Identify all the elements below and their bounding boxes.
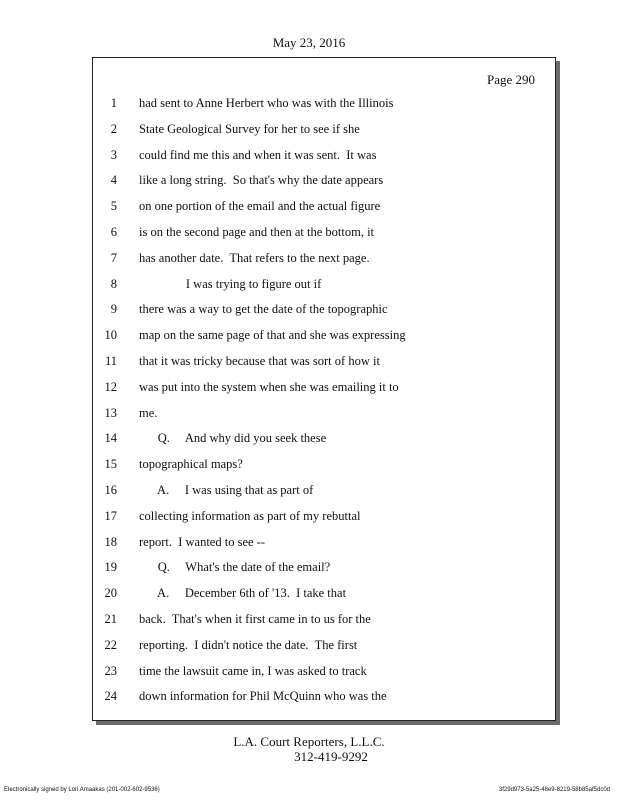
court-reporter-phone: 312-419-9292	[294, 749, 368, 764]
line-number: 7	[110, 250, 117, 265]
line-number: 22	[104, 637, 117, 652]
transcript-line	[93, 222, 555, 248]
page-number: Page 290	[486, 72, 535, 87]
header-date: May 23, 2016	[272, 35, 346, 50]
line-text: is on the second page and then at the bottom, it	[139, 224, 375, 239]
line-number: 4	[110, 173, 117, 188]
line-number: 24	[104, 689, 117, 704]
line-number: 21	[104, 611, 117, 626]
transcript-line	[93, 93, 555, 119]
line-text: back. That's when it first came in to us for the	[139, 611, 371, 626]
line-number: 14	[104, 431, 117, 446]
line-text: like a long string. So that's why the date appears	[139, 173, 384, 188]
line-text: report. I wanted to see --	[139, 534, 265, 549]
line-text: Q. And why did you seek these	[139, 431, 327, 446]
line-text: there was a way to get the date of the topographic	[139, 302, 388, 317]
line-text: on one portion of the email and the actual figure	[139, 199, 381, 214]
transcript-line	[93, 377, 555, 403]
transcript-page	[92, 57, 556, 721]
line-text: has another date. That refers to the next page.	[139, 250, 370, 265]
line-text: I was trying to figure out if	[139, 276, 322, 291]
transcript-line	[93, 351, 555, 377]
line-number: 15	[104, 457, 117, 472]
court-reporter-name: L.A. Court Reporters, L.L.C.	[233, 734, 385, 749]
transcript-line	[93, 248, 555, 274]
transcript-lines	[93, 93, 555, 712]
line-text: A. December 6th of '13. I take that	[139, 586, 347, 601]
line-text: me.	[139, 405, 158, 420]
transcript-line	[93, 583, 555, 609]
document-id: 3f29d973-5a25-48e9-8219-58b85af5dc0d	[498, 787, 610, 793]
line-number: 16	[104, 482, 117, 497]
transcript-line	[93, 506, 555, 532]
line-number: 9	[110, 302, 117, 317]
line-number: 19	[104, 560, 117, 575]
line-text: that it was tricky because that was sort of how it	[139, 353, 380, 368]
line-number: 20	[104, 586, 117, 601]
line-text: topographical maps?	[139, 457, 243, 472]
line-text: map on the same page of that and she was expressing	[139, 328, 406, 343]
line-number: 3	[110, 147, 117, 162]
transcript-line	[93, 119, 555, 145]
transcript-line	[93, 557, 555, 583]
footer	[0, 734, 618, 764]
transcript-line	[93, 299, 555, 325]
transcript-line	[93, 635, 555, 661]
line-number: 6	[110, 224, 117, 239]
transcript-line	[93, 428, 555, 454]
transcript-line	[93, 686, 555, 712]
transcript-line	[93, 532, 555, 558]
line-number: 10	[104, 328, 117, 343]
transcript-line	[93, 454, 555, 480]
line-text: had sent to Anne Herbert who was with the Illinois	[139, 96, 394, 110]
transcript-line	[93, 274, 555, 300]
line-text: State Geological Survey for her to see if she	[139, 121, 360, 136]
line-number: 12	[104, 379, 117, 394]
line-number: 1	[110, 96, 117, 110]
transcript-line	[93, 609, 555, 635]
line-number: 23	[104, 663, 117, 678]
line-text: Q. What's the date of the email?	[139, 560, 331, 575]
line-number: 18	[104, 534, 117, 549]
transcript-line	[93, 145, 555, 171]
transcript-line	[93, 480, 555, 506]
line-text: A. I was using that as part of	[139, 482, 314, 497]
line-text: collecting information as part of my rebuttal	[139, 508, 361, 523]
transcript-line	[93, 170, 555, 196]
line-text: time the lawsuit came in, I was asked to track	[139, 663, 367, 678]
line-text: could find me this and when it was sent. It was	[139, 147, 377, 162]
transcript-line	[93, 325, 555, 351]
line-number: 5	[110, 199, 117, 214]
transcript-line	[93, 196, 555, 222]
transcript-line	[93, 403, 555, 429]
line-text: was put into the system when she was emailing it to	[139, 379, 399, 394]
line-number: 8	[110, 276, 117, 291]
line-number: 17	[104, 508, 117, 523]
line-number: 11	[104, 353, 117, 368]
line-text: reporting. I didn't notice the date. The first	[139, 637, 358, 652]
line-text: down information for Phil McQuinn who was the	[139, 689, 387, 704]
line-number: 2	[110, 121, 117, 136]
electronic-signature-note: Electronically signed by Lori Amaakas (201-002-602-9536)	[4, 787, 160, 793]
transcript-line	[93, 661, 555, 687]
line-number: 13	[104, 405, 117, 420]
